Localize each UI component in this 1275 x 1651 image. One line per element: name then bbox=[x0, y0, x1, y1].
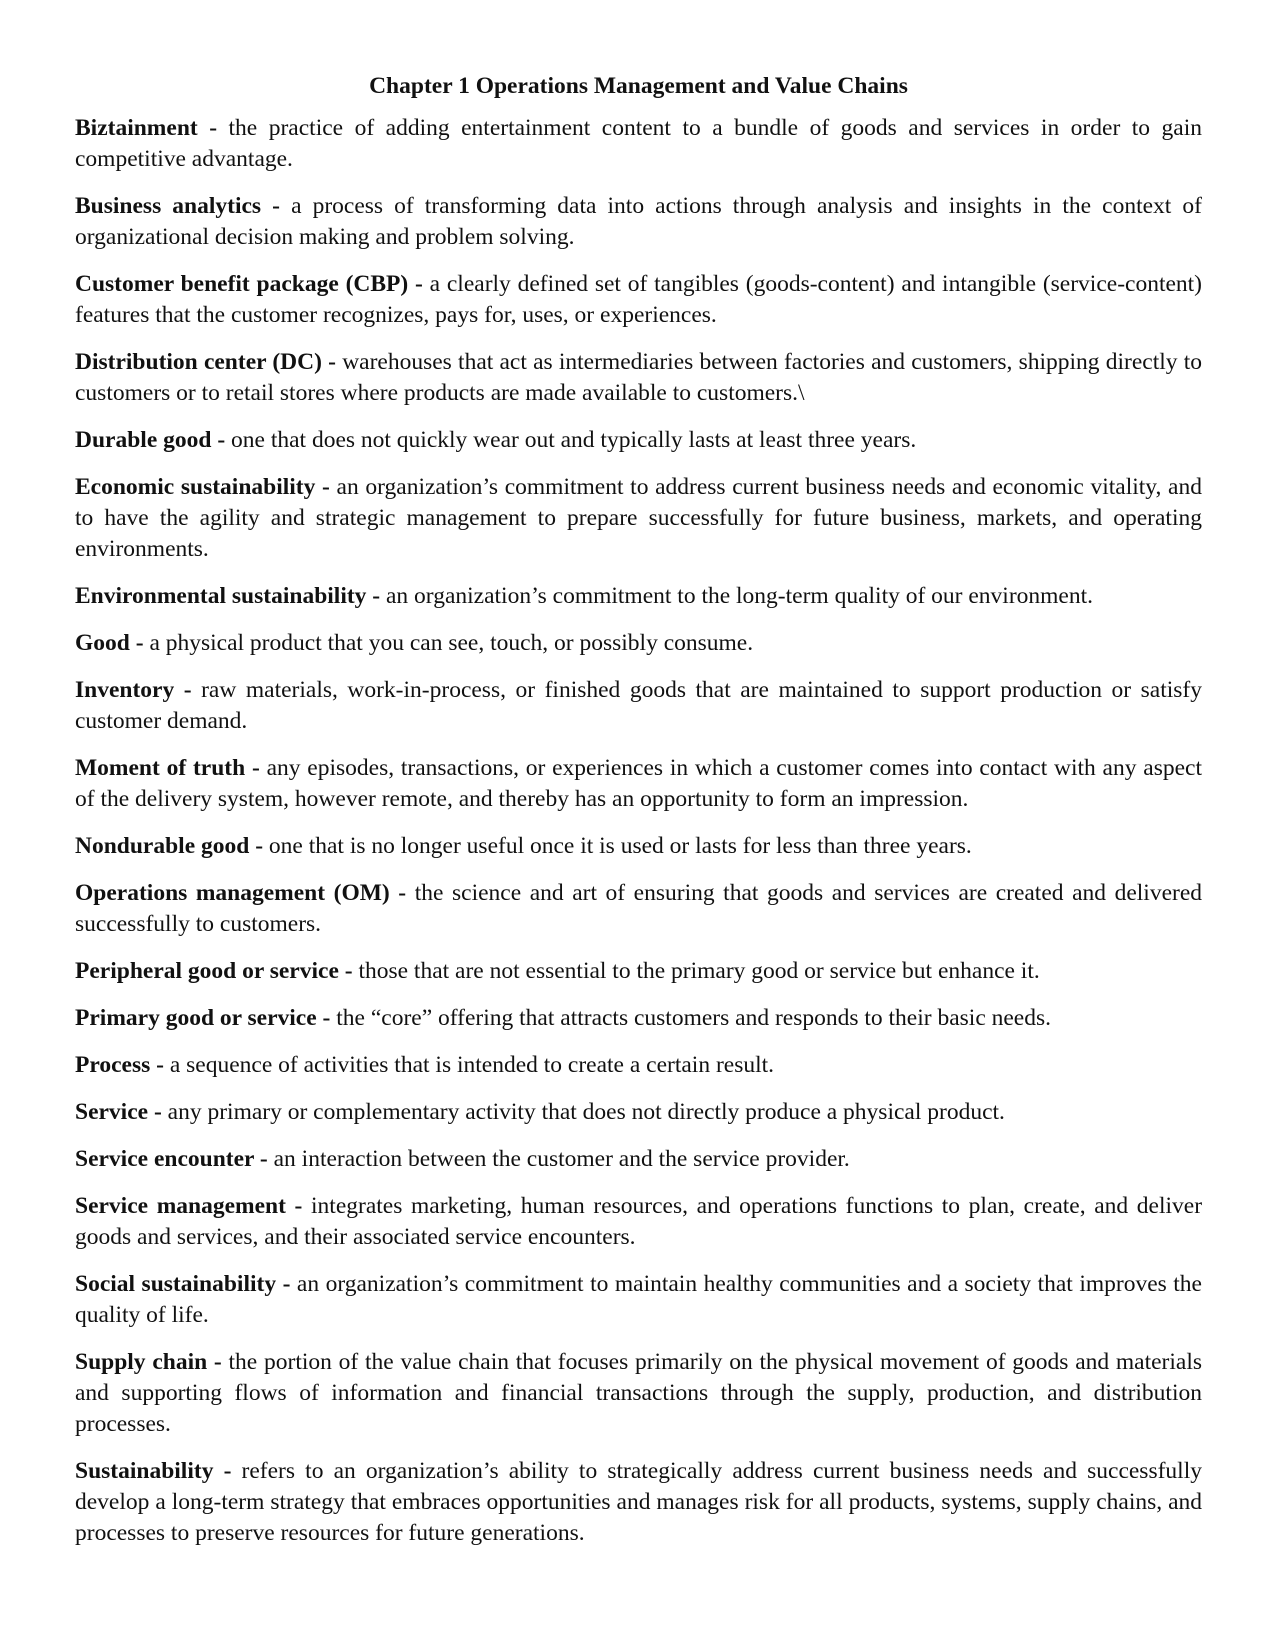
glossary-definition: any primary or complementary activity that does not directly produce a physical product. bbox=[167, 1099, 1005, 1125]
glossary-term: Service encounter - bbox=[75, 1146, 268, 1172]
glossary-term: Operations management (OM) - bbox=[75, 880, 407, 906]
glossary-entry bbox=[75, 425, 1202, 456]
glossary-entry bbox=[75, 1144, 1202, 1175]
glossary-entry bbox=[75, 831, 1202, 862]
glossary-entry bbox=[75, 113, 1202, 175]
glossary-definition: a sequence of activities that is intended to create a certain result. bbox=[169, 1052, 775, 1078]
glossary-entry bbox=[75, 1003, 1202, 1034]
glossary-entry bbox=[75, 956, 1202, 987]
glossary-term: Social sustainability - bbox=[75, 1271, 291, 1297]
glossary-entry bbox=[75, 347, 1202, 409]
glossary-entry bbox=[75, 878, 1202, 940]
glossary-term: Nondurable good - bbox=[75, 833, 264, 859]
glossary-entry bbox=[75, 628, 1202, 659]
glossary-term: Business analytics - bbox=[75, 193, 280, 219]
glossary-entry bbox=[75, 1050, 1202, 1081]
glossary-definition: the “core” offering that attracts customers and responds to their basic needs. bbox=[336, 1005, 1052, 1031]
glossary-list bbox=[75, 113, 1202, 1549]
glossary-term: Moment of truth - bbox=[75, 755, 260, 781]
glossary-term: Supply chain - bbox=[75, 1349, 222, 1375]
glossary-term: Economic sustainability - bbox=[75, 474, 330, 500]
glossary-definition: one that does not quickly wear out and typically lasts at least three years. bbox=[231, 427, 917, 453]
glossary-entry bbox=[75, 1456, 1202, 1549]
glossary-definition: raw materials, work-in-process, or finished goods that are maintained to support production or satisfy customer demand. bbox=[75, 677, 1203, 734]
glossary-term: Sustainability - bbox=[75, 1458, 232, 1484]
glossary-term: Service - bbox=[75, 1099, 162, 1125]
glossary-entry bbox=[75, 753, 1202, 815]
glossary-term: Inventory - bbox=[75, 677, 192, 703]
glossary-entry bbox=[75, 581, 1202, 612]
glossary-term: Distribution center (DC) - bbox=[75, 349, 336, 375]
glossary-term: Primary good or service - bbox=[75, 1005, 331, 1031]
glossary-definition: the science and art of ensuring that goods and services are created and delivered successfully to customers. bbox=[75, 880, 1203, 937]
glossary-entry bbox=[75, 1097, 1202, 1128]
glossary-entry bbox=[75, 1191, 1202, 1253]
glossary-definition: an organization’s commitment to address current business needs and economic vitality, and to have the agility and strategic management to prepare successfully for future business, markets, and operating environments. bbox=[75, 474, 1202, 562]
glossary-term: Biztainment - bbox=[75, 115, 218, 141]
page-title: Chapter 1 Operations Management and Value Chains bbox=[369, 73, 908, 99]
glossary-definition: an organization’s commitment to maintain healthy communities and a society that improves the quality of life. bbox=[75, 1271, 1202, 1328]
glossary-definition: one that is no longer useful once it is used or lasts for less than three years. bbox=[268, 833, 972, 859]
glossary-term: Process - bbox=[75, 1052, 164, 1078]
glossary-entry bbox=[75, 191, 1202, 253]
glossary-definition: the practice of adding entertainment content to a bundle of goods and services in order to gain competitive advantage. bbox=[75, 115, 1202, 172]
glossary-entry bbox=[75, 472, 1202, 565]
glossary-entry bbox=[75, 1347, 1202, 1440]
glossary-definition: warehouses that act as intermediaries between factories and customers, shipping directly to customers or to retail stores where products are made available to customers.\ bbox=[75, 349, 1203, 406]
document-page bbox=[75, 70, 1202, 1565]
glossary-term: Customer benefit package (CBP) - bbox=[75, 271, 423, 297]
glossary-definition: any episodes, transactions, or experiences in which a customer comes into contact with any aspect of the delivery system, however remote, and thereby has an opportunity to form an impression. bbox=[75, 755, 1202, 812]
glossary-entry bbox=[75, 675, 1202, 737]
glossary-definition: an organization’s commitment to the long-term quality of our environment. bbox=[386, 583, 1094, 609]
glossary-definition: integrates marketing, human resources, and operations functions to plan, create, and deliver goods and services, and their associated service encounters. bbox=[75, 1193, 1203, 1250]
glossary-definition: a physical product that you can see, touch, or possibly consume. bbox=[149, 630, 754, 656]
glossary-term: Peripheral good or service - bbox=[75, 958, 353, 984]
glossary-definition: an interaction between the customer and the service provider. bbox=[273, 1146, 850, 1172]
glossary-term: Service management - bbox=[75, 1193, 303, 1219]
glossary-definition: refers to an organization’s ability to strategically address current business needs and successfully develop a long-term strategy that embraces opportunities and manages risk for all products, systems, supply chains, and processes to preserve resources for future generations. bbox=[75, 1458, 1202, 1546]
glossary-definition: those that are not essential to the primary good or service but enhance it. bbox=[358, 958, 1040, 984]
glossary-term: Durable good - bbox=[75, 427, 226, 453]
glossary-term: Good - bbox=[75, 630, 144, 656]
glossary-definition: a process of transforming data into actions through analysis and insights in the context of organizational decision making and problem solving. bbox=[75, 193, 1202, 250]
glossary-entry bbox=[75, 1269, 1202, 1331]
glossary-definition: the portion of the value chain that focuses primarily on the physical movement of goods and materials and supporting flows of information and financial transactions through the supply, production, and distribution processes. bbox=[75, 1349, 1203, 1437]
glossary-definition: a clearly defined set of tangibles (goods-content) and intangible (service-content) features that the customer recognizes, pays for, uses, or experiences. bbox=[75, 271, 1203, 328]
glossary-term: Environmental sustainability - bbox=[75, 583, 381, 609]
glossary-entry bbox=[75, 269, 1202, 331]
